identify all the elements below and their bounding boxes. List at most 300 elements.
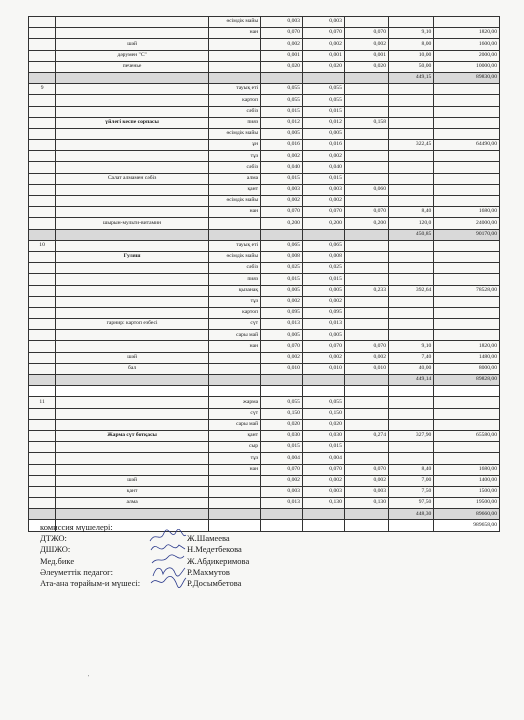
cell-dish: шәй xyxy=(56,39,209,50)
cell-price: 450,85 xyxy=(389,229,434,240)
table-row xyxy=(29,285,500,296)
cell-sum xyxy=(434,274,500,285)
signature-role: ДТЖО: xyxy=(40,533,67,544)
cell-sum: 90170,00 xyxy=(434,229,500,240)
cell-gross-qty: 0,016 xyxy=(261,140,303,151)
cell-portion-qty xyxy=(344,173,388,184)
cell-gross-qty: 0,030 xyxy=(261,430,303,441)
cell-dish xyxy=(56,341,209,352)
cell-dish: шырын-мульти-витамин xyxy=(56,218,209,229)
cell-sum: 24000,00 xyxy=(434,218,500,229)
cell-dish: Жарма сүт ботқасы xyxy=(56,430,209,441)
table-row xyxy=(29,117,500,128)
table-row xyxy=(29,442,500,453)
cell-portion-qty xyxy=(344,140,388,151)
cell-net-qty: 0,004 xyxy=(302,453,344,464)
cell-number xyxy=(29,498,56,509)
cell-ingredient xyxy=(209,475,261,486)
cell-price: 322,45 xyxy=(389,140,434,151)
table-total-row xyxy=(29,509,500,520)
cell-net-qty: 0,005 xyxy=(302,128,344,139)
cell-sum xyxy=(434,196,500,207)
cell-price xyxy=(389,453,434,464)
cell-net-qty: 0,002 xyxy=(302,352,344,363)
cell-net-qty: 0,002 xyxy=(302,475,344,486)
cell-dish xyxy=(56,330,209,341)
signature-name: Ж.Абдикеримова xyxy=(187,555,250,566)
cell-net-qty: 0,070 xyxy=(302,28,344,39)
cell-number xyxy=(29,352,56,363)
cell-price xyxy=(389,117,434,128)
cell-gross-qty xyxy=(261,72,303,83)
cell-net-qty: 0,016 xyxy=(302,140,344,151)
page-mark: ' xyxy=(88,675,90,681)
cell-portion-qty xyxy=(344,274,388,285)
cell-ingredient: қызанақ xyxy=(209,285,261,296)
cell-portion-qty: 0,070 xyxy=(344,464,388,475)
cell-ingredient: сәбіз xyxy=(209,106,261,117)
cell-portion-qty: 0,060 xyxy=(344,184,388,195)
cell-portion-qty: 0,200 xyxy=(344,218,388,229)
cell-price xyxy=(389,330,434,341)
cell-sum xyxy=(434,386,500,397)
cell-net-qty: 0,003 xyxy=(302,17,344,28)
cell-dish xyxy=(56,386,209,397)
cell-number xyxy=(29,140,56,151)
cell-price: 7,40 xyxy=(389,352,434,363)
cell-portion-qty: 0,010 xyxy=(344,363,388,374)
signature-role: Ата-ана төрайым-и мүшесі: xyxy=(40,577,141,588)
cell-number xyxy=(29,386,56,397)
cell-price xyxy=(389,95,434,106)
cell-price: 392,64 xyxy=(389,285,434,296)
cell-ingredient: тұз xyxy=(209,453,261,464)
cell-ingredient: ұн xyxy=(209,140,261,151)
table-row xyxy=(29,106,500,117)
cell-price xyxy=(389,442,434,453)
cell-net-qty: 0,005 xyxy=(302,330,344,341)
cell-number xyxy=(29,50,56,61)
cell-price: 120,0 xyxy=(389,218,434,229)
cell-dish xyxy=(56,162,209,173)
table-row xyxy=(29,430,500,441)
cell-ingredient: тұз xyxy=(209,151,261,162)
cell-portion-qty: 0,070 xyxy=(344,28,388,39)
table-total-row xyxy=(29,229,500,240)
cell-dish xyxy=(56,72,209,83)
cell-price xyxy=(389,296,434,307)
cell-portion-qty xyxy=(344,151,388,162)
cell-dish xyxy=(56,442,209,453)
cell-number xyxy=(29,307,56,318)
cell-dish: үйлегі кеспе сорпасы xyxy=(56,117,209,128)
cell-portion-qty xyxy=(344,106,388,117)
table-row xyxy=(29,352,500,363)
cell-dish: гарнир: картоп езбесі xyxy=(56,319,209,330)
table-row xyxy=(29,386,500,397)
cell-dish: печенье xyxy=(56,61,209,72)
table-row xyxy=(29,207,500,218)
cell-sum: 89660,00 xyxy=(434,509,500,520)
cell-portion-qty xyxy=(344,251,388,262)
cell-portion-qty xyxy=(344,162,388,173)
cell-ingredient: сәбіз xyxy=(209,162,261,173)
cell-portion-qty xyxy=(344,229,388,240)
cell-gross-qty: 0,003 xyxy=(261,184,303,195)
table-total-row xyxy=(29,375,500,386)
cell-sum: 65580,00 xyxy=(434,430,500,441)
cell-dish xyxy=(56,151,209,162)
cell-portion-qty: 0,002 xyxy=(344,39,388,50)
cell-net-qty: 0,030 xyxy=(302,430,344,441)
cell-dish xyxy=(56,17,209,28)
cell-price xyxy=(389,173,434,184)
signature-row xyxy=(40,556,460,567)
cell-sum xyxy=(434,84,500,95)
cell-dish: шәй xyxy=(56,352,209,363)
cell-number xyxy=(29,106,56,117)
cell-price xyxy=(389,251,434,262)
cell-sum: 89828,00 xyxy=(434,375,500,386)
cell-portion-qty xyxy=(344,453,388,464)
cell-price xyxy=(389,106,434,117)
table-row xyxy=(29,128,500,139)
cell-sum: 1680,00 xyxy=(434,207,500,218)
cell-sum xyxy=(434,95,500,106)
cell-price xyxy=(389,196,434,207)
cell-gross-qty: 0,012 xyxy=(261,117,303,128)
cell-ingredient: картоп xyxy=(209,95,261,106)
cell-portion-qty xyxy=(344,509,388,520)
cell-net-qty: 0,200 xyxy=(302,218,344,229)
cell-number xyxy=(29,251,56,262)
cell-sum xyxy=(434,296,500,307)
cell-ingredient: нан xyxy=(209,207,261,218)
cell-number xyxy=(29,274,56,285)
cell-net-qty: 0,095 xyxy=(302,307,344,318)
cell-net-qty: 0,001 xyxy=(302,50,344,61)
cell-sum xyxy=(434,453,500,464)
table-row xyxy=(29,363,500,374)
cell-number xyxy=(29,162,56,173)
cell-sum xyxy=(434,319,500,330)
cell-portion-qty: 0,003 xyxy=(344,486,388,497)
cell-portion-qty xyxy=(344,296,388,307)
cell-net-qty xyxy=(302,386,344,397)
cell-number xyxy=(29,72,56,83)
cell-net-qty: 0,003 xyxy=(302,486,344,497)
cell-dish xyxy=(56,453,209,464)
cell-price xyxy=(389,274,434,285)
cell-portion-qty xyxy=(344,419,388,430)
cell-number xyxy=(29,39,56,50)
signature-role: ДШЖО: xyxy=(40,544,71,555)
cell-ingredient: тауық еті xyxy=(209,240,261,251)
cell-price xyxy=(389,263,434,274)
cell-net-qty xyxy=(302,229,344,240)
cell-sum xyxy=(434,106,500,117)
cell-gross-qty: 0,002 xyxy=(261,475,303,486)
cell-price: 7,00 xyxy=(389,475,434,486)
cell-sum xyxy=(434,117,500,128)
cell-dish xyxy=(56,296,209,307)
cell-dish xyxy=(56,263,209,274)
cell-number: 11 xyxy=(29,397,56,408)
cell-sum: 78528,00 xyxy=(434,285,500,296)
cell-sum xyxy=(434,151,500,162)
cell-portion-qty xyxy=(344,319,388,330)
cell-gross-qty: 0,003 xyxy=(261,486,303,497)
cell-dish xyxy=(56,285,209,296)
cell-dish xyxy=(56,196,209,207)
cell-dish xyxy=(56,274,209,285)
cell-price: 7,50 xyxy=(389,486,434,497)
cell-price: 8,00 xyxy=(389,39,434,50)
cell-net-qty: 0,010 xyxy=(302,363,344,374)
cell-number xyxy=(29,128,56,139)
cell-net-qty: 0,002 xyxy=(302,39,344,50)
cell-price xyxy=(389,397,434,408)
cell-gross-qty: 0,002 xyxy=(261,296,303,307)
cell-price: 50,00 xyxy=(389,61,434,72)
cell-sum: 1820,00 xyxy=(434,28,500,39)
signatures-title xyxy=(40,522,460,533)
cell-sum xyxy=(434,307,500,318)
cell-number: 9 xyxy=(29,84,56,95)
cell-net-qty: 0,002 xyxy=(302,296,344,307)
cell-gross-qty: 0,015 xyxy=(261,442,303,453)
cell-portion-qty: 0,020 xyxy=(344,61,388,72)
cell-dish xyxy=(56,240,209,251)
cell-portion-qty xyxy=(344,307,388,318)
cell-number xyxy=(29,263,56,274)
cell-dish xyxy=(56,229,209,240)
cell-portion-qty xyxy=(344,397,388,408)
cell-dish xyxy=(56,184,209,195)
cell-gross-qty: 0,070 xyxy=(261,207,303,218)
cell-portion-qty xyxy=(344,17,388,28)
cell-ingredient xyxy=(209,50,261,61)
cell-number xyxy=(29,151,56,162)
cell-gross-qty xyxy=(261,375,303,386)
cell-net-qty: 0,065 xyxy=(302,240,344,251)
cell-gross-qty: 0,015 xyxy=(261,173,303,184)
cell-sum xyxy=(434,419,500,430)
cell-number xyxy=(29,486,56,497)
cell-dish xyxy=(56,419,209,430)
cell-ingredient: нан xyxy=(209,341,261,352)
cell-portion-qty: 0,002 xyxy=(344,352,388,363)
cell-net-qty xyxy=(302,375,344,386)
cell-gross-qty: 0,055 xyxy=(261,397,303,408)
cell-dish xyxy=(56,307,209,318)
cell-ingredient: сары май xyxy=(209,330,261,341)
table-row xyxy=(29,95,500,106)
cell-portion-qty xyxy=(344,240,388,251)
cell-sum: 1400,00 xyxy=(434,475,500,486)
signatures-title-text: комиссия мүшелері: xyxy=(40,522,113,532)
table-row xyxy=(29,453,500,464)
cell-number xyxy=(29,28,56,39)
cell-sum xyxy=(434,173,500,184)
cell-gross-qty xyxy=(261,386,303,397)
cell-gross-qty: 0,015 xyxy=(261,274,303,285)
cell-gross-qty: 0,020 xyxy=(261,61,303,72)
table-row xyxy=(29,28,500,39)
table-row xyxy=(29,319,500,330)
cell-price: 449,14 xyxy=(389,375,434,386)
cell-number xyxy=(29,196,56,207)
cell-portion-qty xyxy=(344,263,388,274)
cell-net-qty xyxy=(302,509,344,520)
cell-ingredient xyxy=(209,61,261,72)
cell-ingredient xyxy=(209,229,261,240)
cell-price xyxy=(389,84,434,95)
cell-number xyxy=(29,173,56,184)
cell-number xyxy=(29,430,56,441)
cell-gross-qty: 0,013 xyxy=(261,319,303,330)
cell-net-qty: 0,015 xyxy=(302,442,344,453)
cell-dish xyxy=(56,106,209,117)
cell-dish xyxy=(56,375,209,386)
cell-number xyxy=(29,341,56,352)
cell-number xyxy=(29,95,56,106)
cell-ingredient xyxy=(209,498,261,509)
cell-net-qty: 0,025 xyxy=(302,263,344,274)
cell-price: 97,50 xyxy=(389,498,434,509)
cell-gross-qty: 0,002 xyxy=(261,196,303,207)
cell-price xyxy=(389,386,434,397)
cell-ingredient: сары май xyxy=(209,419,261,430)
cell-price: 10,00 xyxy=(389,50,434,61)
cell-net-qty: 0,008 xyxy=(302,251,344,262)
cell-ingredient xyxy=(209,218,261,229)
cell-ingredient xyxy=(209,72,261,83)
cell-net-qty: 0,015 xyxy=(302,274,344,285)
cell-dish xyxy=(56,128,209,139)
cell-sum xyxy=(434,240,500,251)
cell-ingredient: тауық еті xyxy=(209,84,261,95)
cell-number xyxy=(29,207,56,218)
cell-dish xyxy=(56,408,209,419)
cell-ingredient: пияз xyxy=(209,117,261,128)
table-total-row xyxy=(29,72,500,83)
cell-sum: 989658,00 xyxy=(434,520,500,531)
cell-sum xyxy=(434,17,500,28)
table-row xyxy=(29,151,500,162)
cell-number xyxy=(29,419,56,430)
cell-portion-qty: 0,274 xyxy=(344,430,388,441)
cell-number xyxy=(29,61,56,72)
cell-ingredient xyxy=(209,486,261,497)
cell-price xyxy=(389,128,434,139)
handwritten-signature-icon xyxy=(148,574,188,590)
cell-ingredient xyxy=(209,363,261,374)
cell-net-qty xyxy=(302,72,344,83)
cell-price xyxy=(389,240,434,251)
cell-ingredient: нан xyxy=(209,464,261,475)
signature-name: Н.Медетбекова xyxy=(187,544,242,555)
signature-name: Р.Махмутов xyxy=(187,566,230,577)
table-row xyxy=(29,419,500,430)
cell-ingredient: сүт xyxy=(209,319,261,330)
signature-row xyxy=(40,533,460,544)
cell-portion-qty xyxy=(344,408,388,419)
cell-portion-qty: 0,233 xyxy=(344,285,388,296)
cell-gross-qty: 0,095 xyxy=(261,307,303,318)
cell-portion-qty: 0,002 xyxy=(344,475,388,486)
cell-ingredient: жарма xyxy=(209,397,261,408)
cell-gross-qty: 0,055 xyxy=(261,95,303,106)
signature-role: Әлеуметтік педагог: xyxy=(40,566,113,577)
cell-gross-qty: 0,025 xyxy=(261,263,303,274)
cell-price xyxy=(389,419,434,430)
cell-dish xyxy=(56,84,209,95)
cell-gross-qty: 0,005 xyxy=(261,330,303,341)
cell-price: 40,00 xyxy=(389,363,434,374)
cell-price: 8,40 xyxy=(389,207,434,218)
cell-portion-qty xyxy=(344,95,388,106)
cell-portion-qty xyxy=(344,330,388,341)
cell-ingredient: тұз xyxy=(209,296,261,307)
cell-net-qty: 0,150 xyxy=(302,408,344,419)
cell-ingredient xyxy=(209,39,261,50)
cell-gross-qty xyxy=(261,509,303,520)
table-row xyxy=(29,196,500,207)
cell-gross-qty: 0,200 xyxy=(261,218,303,229)
cell-gross-qty: 0,002 xyxy=(261,39,303,50)
cell-gross-qty: 0,001 xyxy=(261,50,303,61)
table-row xyxy=(29,50,500,61)
cell-ingredient: нан xyxy=(209,28,261,39)
cell-number xyxy=(29,475,56,486)
signature-row xyxy=(40,544,460,555)
cell-sum xyxy=(434,330,500,341)
cell-dish: қант xyxy=(56,486,209,497)
cell-gross-qty xyxy=(261,229,303,240)
cell-price xyxy=(389,408,434,419)
cell-gross-qty: 0,070 xyxy=(261,28,303,39)
cell-net-qty: 0,130 xyxy=(302,498,344,509)
cell-gross-qty: 0,055 xyxy=(261,84,303,95)
cell-gross-qty: 0,010 xyxy=(261,363,303,374)
cell-price: 449,15 xyxy=(389,72,434,83)
cell-sum: 89830,00 xyxy=(434,72,500,83)
cell-gross-qty: 0,070 xyxy=(261,464,303,475)
cell-sum xyxy=(434,162,500,173)
table-row xyxy=(29,408,500,419)
cell-net-qty: 0,015 xyxy=(302,106,344,117)
cell-gross-qty: 0,002 xyxy=(261,352,303,363)
cell-number xyxy=(29,218,56,229)
cell-sum xyxy=(434,128,500,139)
cell-gross-qty: 0,005 xyxy=(261,128,303,139)
cell-ingredient: сүт xyxy=(209,408,261,419)
table-row xyxy=(29,397,500,408)
cell-dish xyxy=(56,509,209,520)
cell-dish: шәй xyxy=(56,475,209,486)
cell-price xyxy=(389,151,434,162)
signature-row xyxy=(40,578,460,589)
cell-ingredient: өсімдік майы xyxy=(209,17,261,28)
table-row xyxy=(29,61,500,72)
cell-portion-qty xyxy=(344,196,388,207)
table-row xyxy=(29,140,500,151)
cell-sum xyxy=(434,184,500,195)
cell-portion-qty xyxy=(344,442,388,453)
cell-portion-qty xyxy=(344,72,388,83)
cell-price xyxy=(389,17,434,28)
